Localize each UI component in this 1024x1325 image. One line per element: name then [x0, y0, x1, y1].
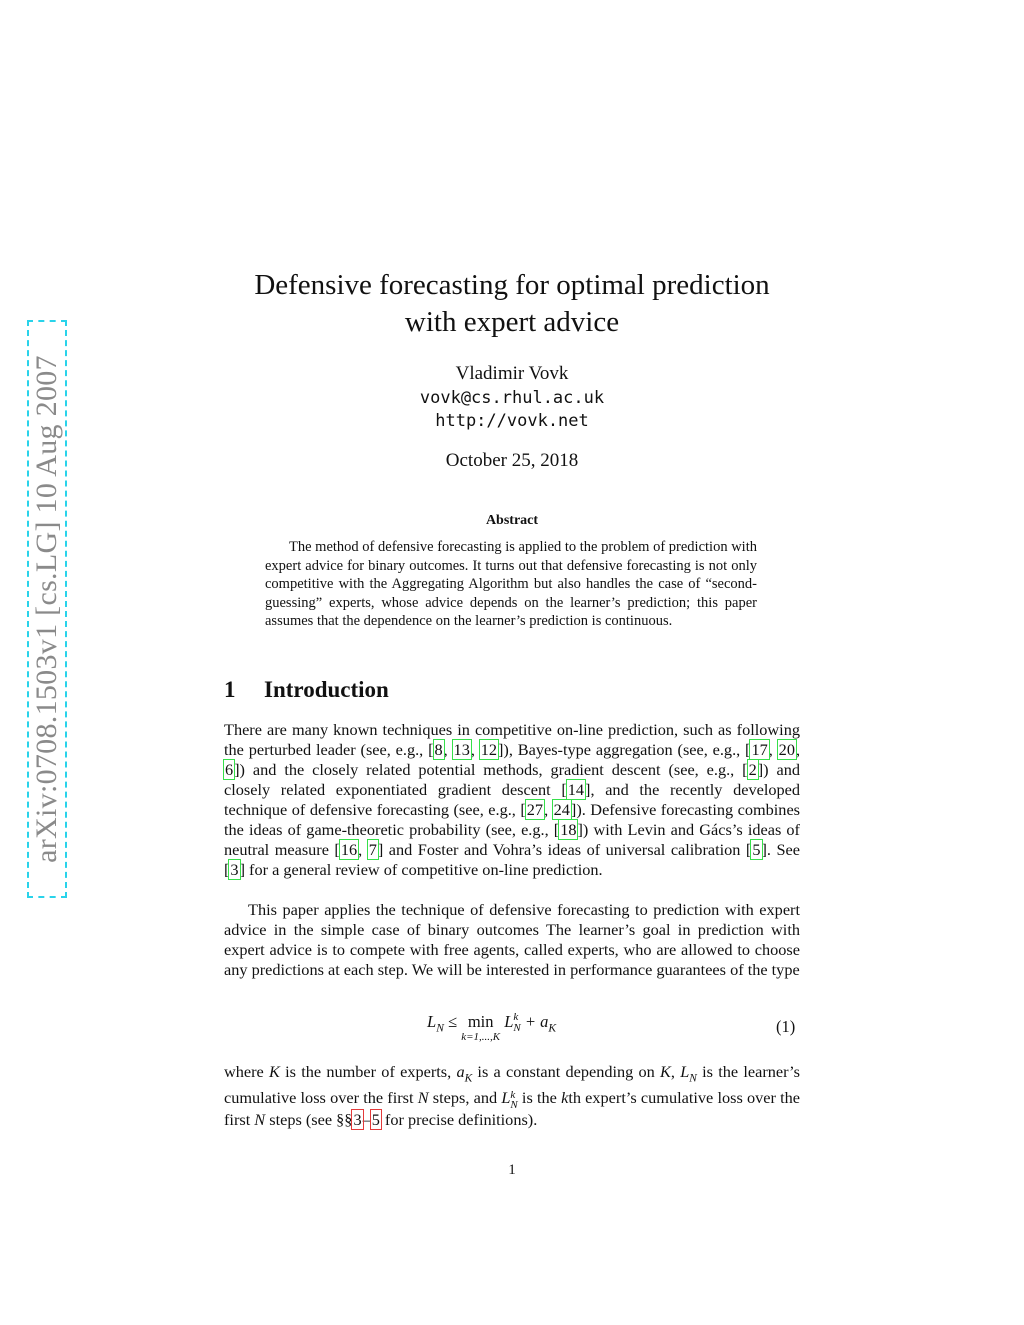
citation-link[interactable]: 12	[480, 740, 498, 759]
citation-link[interactable]: 6	[225, 760, 234, 779]
citation-link[interactable]: 8	[434, 740, 443, 759]
arxiv-identifier: arXiv:0708.1503v1 [cs.LG] 10 Aug 2007	[30, 355, 63, 863]
author-name: Vladimir Vovk	[455, 363, 569, 384]
section-number: 1	[224, 677, 236, 702]
intro-paragraph-1: There are many known techniques in competitive on-line prediction, such as following the perturbed leader (see, e.g., [8, 13, 12]), Bayes-type aggregation (see, e.g., [17, 20, 6]) and the closely related potential methods, gradient descent (see, e.g., [2]) and closely related exponentiated gradient descent [14], and the recently developed technique of defensive forecasting (see, e.g., [27, 24]). Defensive forecasting combines the ideas of game-theoretic probability (see, e.g., [18]) with Levin and Gács’s ideas of neutral measure [16, 7] and Foster and Vohra’s ideas of universal calibration [5]. See [3] for a general review of competitive on-line prediction.	[224, 720, 801, 879]
intro-paragraph-3: where K is the number of experts, $a_K$ is a constant depending on K, $L_N$ is the learner’s cumulative loss over the first N steps, and L k N is the kth expert’s cumulative loss over the first N steps (see §§3–5 for precise definitions).	[224, 1062, 801, 1129]
section-ref-link[interactable]: 5	[371, 1109, 380, 1129]
citation-link[interactable]: 7	[368, 840, 377, 859]
citation-link[interactable]: 20	[778, 740, 795, 759]
abstract-heading: Abstract	[485, 513, 539, 528]
section-heading	[224, 677, 389, 703]
section-title: Introduction	[264, 677, 389, 702]
equation-number: (1)	[776, 1017, 796, 1036]
author-email: vovk@cs.rhul.ac.uk	[419, 388, 605, 408]
page-number: 1	[508, 1162, 516, 1178]
citation-link[interactable]: 2	[748, 760, 757, 779]
citation-link[interactable]: 24	[553, 800, 570, 819]
paper-title-line-1: Defensive forecasting for optimal prediction	[254, 269, 770, 301]
citation-link[interactable]: 3	[230, 860, 239, 879]
abstract-body: The method of defensive forecasting is applied to the problem of prediction with expert advice for binary outcomes. It turns out that defensive forecasting is not only competitive with the Aggregating Algorithm but also handles the case of “second-guessing” experts, whose advice depends on the learner’s prediction; this paper assumes that the dependence on the learner’s prediction is continuous.	[265, 539, 757, 630]
citation-link[interactable]: 18	[560, 820, 577, 839]
section-ref-link[interactable]: 3	[353, 1109, 362, 1129]
citation-link[interactable]: 27	[526, 800, 544, 819]
paper-date: October 25, 2018	[445, 450, 579, 471]
citation-link[interactable]: 5	[752, 840, 761, 859]
citation-link[interactable]: 17	[751, 740, 768, 759]
citation-link[interactable]: 14	[567, 780, 585, 799]
author-url: http://vovk.net	[435, 411, 589, 431]
citation-link[interactable]: 16	[340, 840, 358, 859]
equation-1: $L_N$ ≤ min k=1,...,K L k N + $a_K$	[427, 1011, 557, 1043]
paper-title-line-2: with expert advice	[404, 306, 620, 338]
intro-paragraph-2: This paper applies the technique of defensive forecasting to prediction with expert advice in the simple case of binary outcomes The learner’s goal in prediction with expert advice is to compete with free agents, called experts, who are allowed to choose any predictions at each step. We will be interested in performance guarantees of the type	[224, 900, 800, 979]
citation-link[interactable]: 13	[453, 740, 470, 759]
